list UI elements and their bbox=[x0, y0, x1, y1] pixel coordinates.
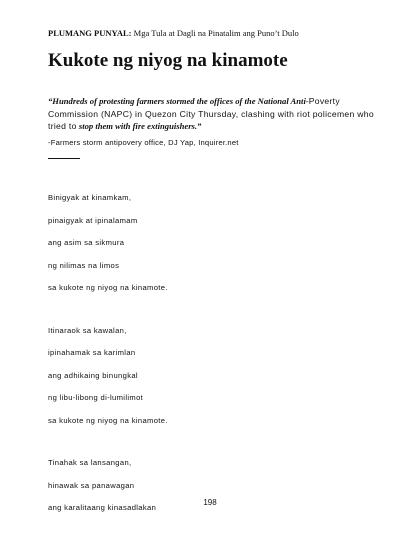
stanza bbox=[48, 325, 368, 438]
poem-line: ng libu-libong di-lumilimot bbox=[48, 393, 144, 402]
poem-line: ng nilimas na limos bbox=[48, 260, 120, 270]
epigraph-part-1: “Hundreds of protesting farmers stormed the offices of the National Anti- bbox=[48, 96, 309, 106]
poem-line: Binigyak at kinamkam, bbox=[48, 193, 132, 202]
poem-body bbox=[48, 192, 368, 545]
poem-line: hinawak sa panawagan bbox=[48, 480, 135, 490]
poem-line: ang adhikaing binungkal bbox=[48, 370, 138, 380]
epigraph-part-2: Poverty Commission (NAPC) in Quezon City Thursday, clashing with riot policemen who tried to bbox=[48, 96, 374, 131]
poem-title: Kukote ng niyog na kinamote bbox=[48, 50, 288, 71]
epigraph-source: -Farmers storm antipovery office, DJ Yap, Inquirer.net bbox=[48, 138, 239, 147]
poem-line: ang asim sa sikmura bbox=[48, 238, 125, 247]
book-label: PLUMANG PUNYAL: bbox=[48, 28, 132, 38]
running-header bbox=[48, 28, 299, 38]
poem-line: Itinaraok sa kawalan, bbox=[48, 325, 127, 335]
poem-line: ipinahamak sa karimlan bbox=[48, 348, 136, 357]
divider bbox=[48, 158, 80, 159]
epigraph-part-3: stop them with fire extinguishers.” bbox=[78, 121, 202, 131]
epigraph bbox=[48, 95, 388, 133]
poem-line: Tinahak sa lansangan, bbox=[48, 458, 132, 467]
book-subtitle: Mga Tula at Dagli na Pinatalim ang Puno’t Dulo bbox=[133, 28, 299, 38]
page-number: 198 bbox=[203, 498, 217, 507]
stanza bbox=[48, 192, 368, 305]
poem-line: pinaigyak at ipinalamam bbox=[48, 215, 138, 225]
poem-line: sa kukote ng niyog na kinamote. bbox=[48, 415, 168, 425]
poem-line: sa kukote ng niyog na kinamote. bbox=[48, 283, 168, 292]
poem-line: ang karalitaang kinasadlakan bbox=[48, 503, 157, 512]
stanza bbox=[48, 457, 368, 525]
